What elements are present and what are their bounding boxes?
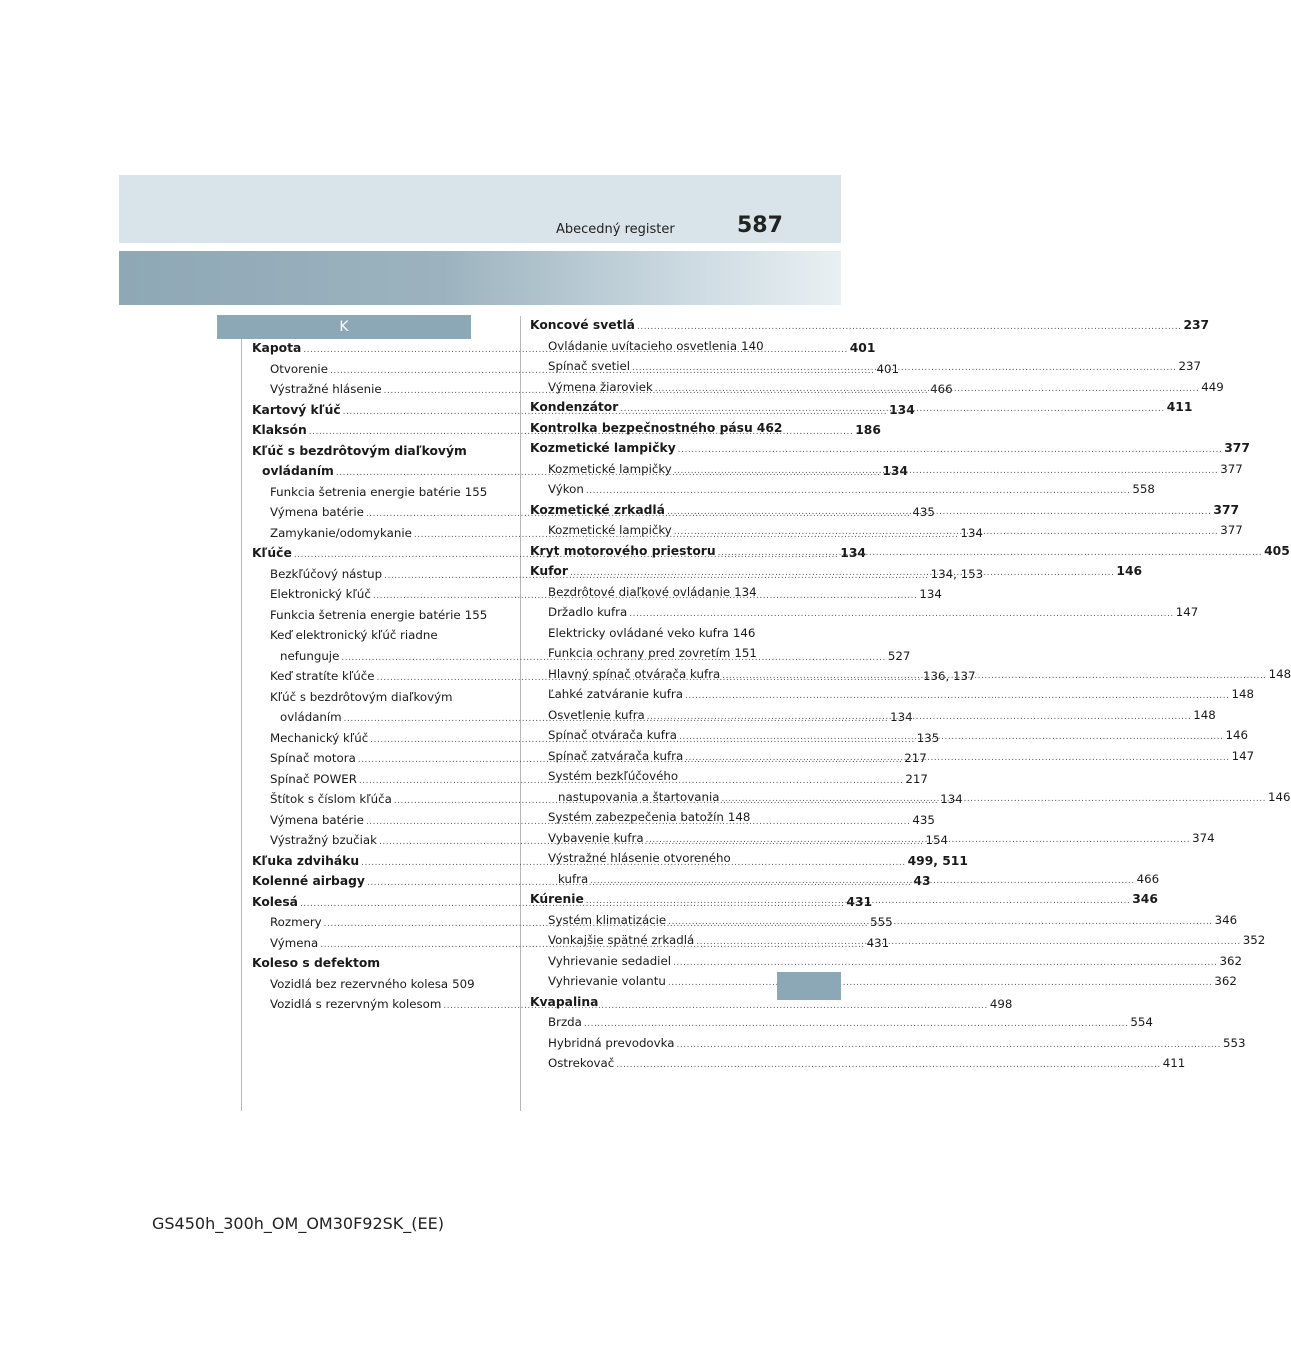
entry-page-ref: 405 <box>1264 543 1290 558</box>
leader-dots <box>620 404 1164 414</box>
index-entry <box>530 646 757 667</box>
entry-page-ref: 146 <box>1116 564 1143 578</box>
entry-term: Bezdrôtové diaľkové ovládanie <box>548 584 731 599</box>
entry-term: Bezkľúčový nástup <box>270 566 383 581</box>
entry-page-ref: 435 <box>912 812 935 827</box>
entry-page-ref: 377 <box>1220 523 1243 537</box>
entry-term: Systém klimatizácie <box>548 912 667 927</box>
leader-dots <box>632 363 1176 373</box>
entry-page-ref: 154 <box>925 833 948 847</box>
entry-page-ref: 553 <box>1222 1035 1246 1050</box>
entry-page-ref: 377 <box>1224 441 1250 455</box>
entry-term: Vozidlá s rezervným kolesom <box>270 997 442 1011</box>
leader-dots <box>629 609 1173 619</box>
index-entry <box>530 687 1254 708</box>
entry-term: Kľúč s bezdrôtovým diaľkovým <box>252 443 467 458</box>
entry-term: Keď elektronický kľúč riadne <box>270 628 438 642</box>
entry-term: Spínač POWER <box>270 771 357 786</box>
entry-page-ref: 374 <box>1192 830 1215 845</box>
entry-term: Systém zabezpečenia batožín <box>548 810 724 824</box>
entry-term: Vyhrievanie sedadiel <box>548 953 671 968</box>
index-entry <box>252 956 472 977</box>
entry-term: Kolesá <box>252 894 298 909</box>
header-band <box>119 175 841 243</box>
index-entry <box>530 1035 1246 1057</box>
index-entry <box>530 605 1199 626</box>
index-entry <box>252 628 472 649</box>
entry-term: Osvetlenie kufra <box>548 707 645 722</box>
entry-page-ref: 148 <box>1193 707 1216 722</box>
entry-term: Spínač svetiel <box>548 359 631 373</box>
entry-page-ref: 431 <box>846 894 873 909</box>
entry-term: Výstražný bzučiak <box>270 833 377 847</box>
page-number: 587 <box>737 213 783 238</box>
entry-page-ref: 377 <box>1220 461 1243 476</box>
entry-term: Keď stratíte kľúče <box>270 669 375 683</box>
entry-page-ref: 509 <box>452 976 475 991</box>
entry-term: ovládaním <box>280 710 342 724</box>
entry-page-ref: 431 <box>866 935 890 950</box>
leader-dots <box>674 466 1218 476</box>
index-entry <box>530 1056 1186 1077</box>
entry-page-ref: 134 <box>890 710 913 724</box>
entry-term: Elektricky ovládané veko kufra <box>548 625 729 640</box>
entry-page-ref: 147 <box>1231 748 1255 763</box>
entry-term: Kozmetické lampičky <box>530 441 676 455</box>
section-letter: K <box>339 319 349 335</box>
entry-term: Vozidlá bez rezervného kolesa <box>270 976 449 991</box>
entry-page-ref: 155 <box>464 484 488 499</box>
entry-term: Kartový kľúč <box>252 402 341 417</box>
entry-term: Kondenzátor <box>530 400 619 414</box>
entry-page-ref: 134 <box>940 792 963 806</box>
entry-page-ref: 346 <box>1214 912 1238 927</box>
left-column-divider <box>241 339 242 1111</box>
entry-page-ref: 148 <box>1268 666 1291 681</box>
leader-dots <box>584 1019 1128 1029</box>
entry-term: Elektronický kľúč <box>270 587 371 601</box>
entry-page-ref: 140 <box>741 338 764 353</box>
document-code: GS450h_300h_OM_OM30F92SK_(EE) <box>152 1214 444 1233</box>
leader-dots <box>718 548 1262 558</box>
entry-term: Kúrenie <box>530 892 584 906</box>
leader-dots <box>667 507 1211 517</box>
index-entry <box>530 810 750 831</box>
entry-page-ref: 362 <box>1214 974 1237 988</box>
entry-term: Funkcia šetrenia energie batérie <box>270 607 461 622</box>
leader-dots <box>655 384 1199 394</box>
chapter-side-tab <box>777 972 841 1000</box>
entry-term: Výstražné hlásenie otvoreného <box>548 851 731 865</box>
leader-dots <box>678 445 1222 455</box>
entry-page-ref: 136, 137 <box>922 669 976 683</box>
entry-page-ref: 466 <box>930 382 953 396</box>
entry-page-ref: 134 <box>840 546 866 560</box>
entry-term: Mechanický kľúč <box>270 730 369 745</box>
entry-page-ref: 352 <box>1242 933 1266 947</box>
entry-page-ref: 134 <box>734 584 757 599</box>
index-entry <box>530 338 764 360</box>
entry-page-ref: 498 <box>989 997 1013 1011</box>
index-entry <box>530 318 1210 339</box>
entry-page-ref: 146 <box>1225 728 1248 742</box>
entry-term: Kolenné airbagy <box>252 874 365 888</box>
entry-page-ref: 134 <box>919 587 942 601</box>
entry-term: Kufor <box>530 564 568 578</box>
entry-page-ref: 135 <box>916 730 940 745</box>
entry-page-ref: 146 <box>1267 789 1291 804</box>
entry-page-ref: 435 <box>912 505 935 519</box>
entry-page-ref: 186 <box>855 423 881 437</box>
entry-term: Otvorenie <box>270 361 328 376</box>
index-entry <box>252 484 488 506</box>
section-letter-bar <box>217 315 471 339</box>
index-entry <box>252 976 475 998</box>
leader-dots <box>721 794 1265 804</box>
entry-term: Výstražné hlásenie <box>270 382 382 396</box>
entry-term: Ľahké zatváranie kufra <box>548 687 683 701</box>
entry-page-ref: 217 <box>905 771 928 786</box>
entry-term: nefunguje <box>280 648 340 663</box>
leader-dots <box>722 671 1266 681</box>
entry-page-ref: 449 <box>1201 379 1224 394</box>
leader-dots <box>677 1040 1221 1050</box>
entry-term: Vonkajšie spätné zrkadlá <box>548 933 695 947</box>
index-entry <box>530 995 750 1016</box>
entry-term: Funkcia ochrany pred zovretím <box>548 646 731 660</box>
entry-term: Ovládanie uvítacieho osvetlenia <box>548 338 738 353</box>
entry-term: Kozmetické lampičky <box>548 523 672 537</box>
index-entry <box>530 482 1155 503</box>
leader-dots <box>586 486 1130 496</box>
entry-page-ref: 43 <box>913 874 931 888</box>
decorative-gradient-band <box>119 251 841 305</box>
leader-dots <box>647 712 1191 722</box>
entry-term: Spínač zatvárača kufra <box>548 748 684 763</box>
entry-term: Držadlo kufra <box>548 605 628 619</box>
index-entry <box>530 441 1250 462</box>
entry-term: Kľúče <box>252 546 292 560</box>
leader-dots <box>668 917 1212 927</box>
entry-term: Kľuka zdviháku <box>252 853 360 868</box>
leader-dots <box>696 937 1240 947</box>
entry-page-ref: 462 <box>756 420 783 435</box>
entry-page-ref: 555 <box>870 915 893 929</box>
index-entry <box>530 420 783 442</box>
leader-dots <box>570 568 1114 578</box>
entry-term: Koleso s defektom <box>252 956 381 970</box>
leader-dots <box>637 322 1181 332</box>
entry-page-ref: 411 <box>1162 1056 1186 1070</box>
entry-term: Výmena žiaroviek <box>548 379 653 394</box>
entry-term: Zamykanie/odomykanie <box>270 525 412 540</box>
header-title: Abecedný register <box>556 222 675 237</box>
leader-dots <box>674 527 1218 537</box>
entry-term: Výmena batérie <box>270 812 364 827</box>
entry-page-ref: 147 <box>1175 605 1199 619</box>
leader-dots <box>590 876 1134 886</box>
entry-page-ref: 346 <box>1132 892 1158 906</box>
entry-page-ref: 134 <box>960 525 983 540</box>
entry-term: Hybridná prevodovka <box>548 1035 675 1050</box>
leader-dots <box>668 978 1212 988</box>
entry-page-ref: 499, 511 <box>907 853 968 868</box>
leader-dots <box>586 896 1130 906</box>
index-entry <box>530 974 1237 995</box>
index-entry <box>530 769 750 790</box>
entry-term: Systém bezkľúčového <box>548 769 679 783</box>
entry-page-ref: 134 <box>882 464 909 478</box>
entry-page-ref: 217 <box>904 751 927 765</box>
entry-term: Spínač otvárača kufra <box>548 728 677 742</box>
index-entry <box>252 444 472 465</box>
entry-term: Vybavenie kufra <box>548 830 644 845</box>
entry-term: Koncové svetlá <box>530 318 635 332</box>
entry-term: Kapota <box>252 341 302 355</box>
entry-page-ref: 558 <box>1132 482 1155 496</box>
entry-page-ref: 148 <box>727 810 751 824</box>
entry-page-ref: 134 <box>889 402 915 417</box>
index-entry <box>252 690 472 711</box>
entry-term: Kozmetické zrkadlá <box>530 502 665 517</box>
entry-page-ref: 554 <box>1130 1015 1153 1029</box>
entry-page-ref: 377 <box>1213 502 1240 517</box>
entry-term: Klaksón <box>252 423 307 437</box>
entry-page-ref: 411 <box>1166 400 1193 414</box>
index-entry <box>530 851 750 872</box>
entry-term: ovládaním <box>262 464 334 478</box>
entry-page-ref: 362 <box>1219 953 1242 968</box>
leader-dots <box>685 691 1229 701</box>
entry-term: Kozmetické lampičky <box>548 461 672 476</box>
leader-dots <box>646 835 1190 845</box>
leader-dots <box>616 1060 1160 1070</box>
entry-page-ref: 134, 153 <box>930 566 984 581</box>
entry-term: Výmena <box>270 935 319 950</box>
entry-term: Kryt motorového priestoru <box>530 543 716 558</box>
entry-term: Vyhrievanie volantu <box>548 974 666 988</box>
entry-term: Štítok s číslom kľúča <box>270 792 392 806</box>
index-entry <box>252 607 488 629</box>
entry-term: kufra <box>558 871 589 886</box>
entry-term: nastupovania a štartovania <box>558 789 720 804</box>
entry-page-ref: 151 <box>734 646 757 660</box>
index-entry <box>530 625 756 647</box>
leader-dots <box>673 958 1217 968</box>
entry-page-ref: 237 <box>1178 359 1202 373</box>
index-entry <box>530 1015 1153 1036</box>
entry-term: Hlavný spínač otvárača kufra <box>548 666 721 681</box>
entry-term: Spínač motora <box>270 751 356 765</box>
entry-term: Kontrolka bezpečnostného pásu <box>530 420 753 435</box>
entry-term: Funkcia šetrenia energie batérie <box>270 484 461 499</box>
entry-term: Ostrekovač <box>548 1056 615 1070</box>
leader-dots <box>685 753 1229 763</box>
entry-term: Brzda <box>548 1015 582 1029</box>
entry-page-ref: 237 <box>1183 318 1210 332</box>
entry-page-ref: 146 <box>732 625 756 640</box>
entry-page-ref: 155 <box>464 607 488 622</box>
entry-page-ref: 148 <box>1231 687 1254 701</box>
entry-term: Kľúč s bezdrôtovým diaľkovým <box>270 689 453 704</box>
index-entry <box>530 584 757 606</box>
entry-term: Výkon <box>548 482 584 496</box>
entry-page-ref: 466 <box>1136 871 1160 886</box>
entry-term: Rozmery <box>270 915 322 929</box>
entry-term: Kvapalina <box>530 994 599 1009</box>
leader-dots <box>679 732 1223 742</box>
entry-page-ref: 401 <box>876 361 899 376</box>
entry-term: Výmena batérie <box>270 505 364 519</box>
index-entry <box>530 953 1242 975</box>
entry-page-ref: 401 <box>849 341 876 355</box>
entry-page-ref: 527 <box>887 648 911 663</box>
